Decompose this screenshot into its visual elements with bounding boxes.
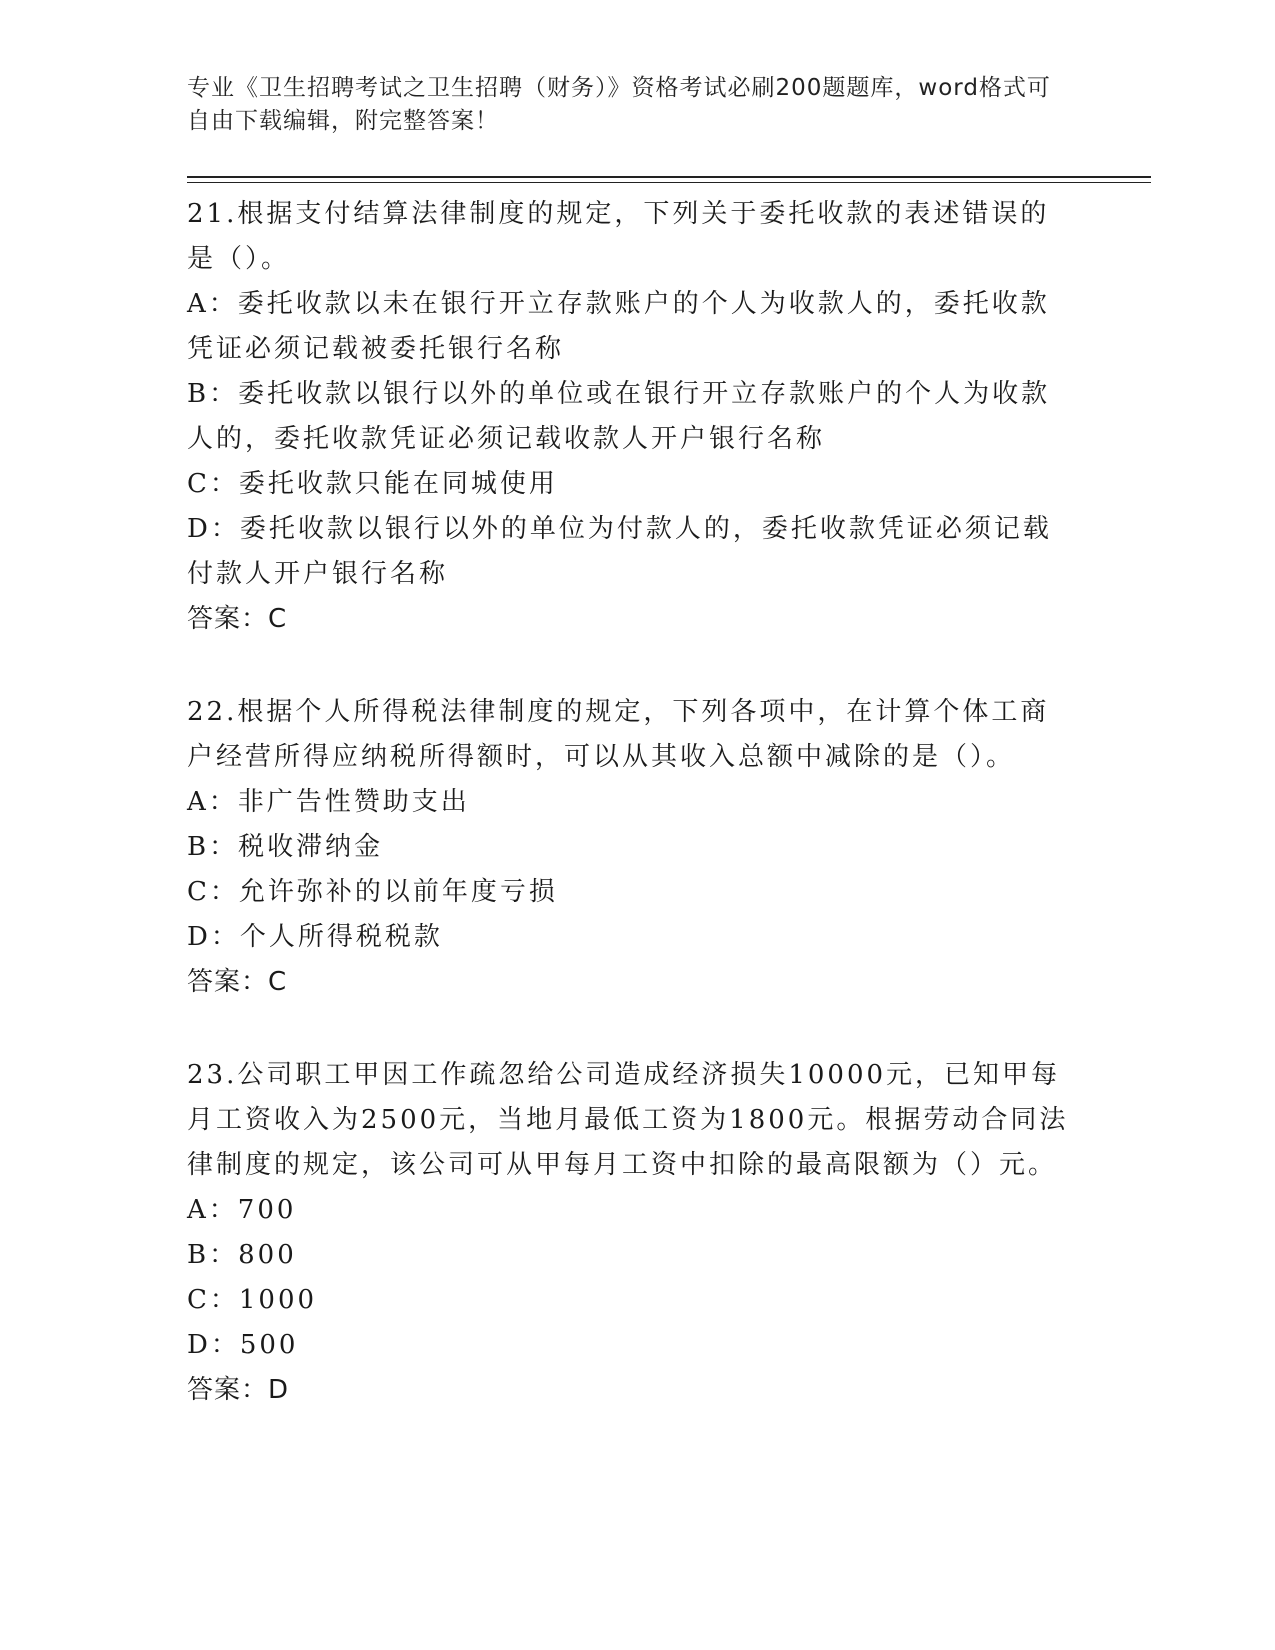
question-22 xyxy=(187,690,1077,1005)
option-d: D：个人所得税税款 xyxy=(187,922,443,952)
question-stem: 23.公司职工甲因工作疏忽给公司造成经济损失10000元，已知甲每月工资收入为2500元，当地月最低工资为1800元。根据劳动合同法律制度的规定，该公司可从甲每月工资中扣除的最高限额为（）元。 xyxy=(187,1060,1069,1180)
header-rule-thick xyxy=(187,176,1151,178)
option-b: B：委托收款以银行以外的单位或在银行开立存款账户的个人为收款人的，委托收款凭证必须记载收款人开户银行名称 xyxy=(187,379,1051,454)
option-b: B：税收滞纳金 xyxy=(187,832,384,862)
answer-label: 答案：C xyxy=(187,604,288,634)
option-d: D：500 xyxy=(187,1330,299,1360)
question-21 xyxy=(187,192,1077,642)
option-a: A：委托收款以未在银行开立存款账户的个人为收款人的，委托收款凭证必须记载被委托银行名称 xyxy=(187,289,1050,364)
header-rule-thin xyxy=(187,182,1151,183)
question-spacer xyxy=(187,1005,1077,1053)
answer-label: 答案：D xyxy=(187,1375,290,1405)
option-a: A：700 xyxy=(187,1195,297,1225)
answer-label: 答案：C xyxy=(187,967,288,997)
question-23 xyxy=(187,1053,1077,1413)
option-c: C：1000 xyxy=(187,1285,318,1315)
option-b: B：800 xyxy=(187,1240,297,1270)
option-d: D：委托收款以银行以外的单位为付款人的，委托收款凭证必须记载付款人开户银行名称 xyxy=(187,514,1052,589)
document-header: 专业《卫生招聘考试之卫生招聘（财务）》资格考试必刷200题题库，word格式可自由下载编辑，附完整答案！ xyxy=(187,75,1051,134)
option-c: C：委托收款只能在同城使用 xyxy=(187,469,558,499)
question-stem: 21.根据支付结算法律制度的规定，下列关于委托收款的表述错误的是（）。 xyxy=(187,199,1050,274)
option-c: C：允许弥补的以前年度亏损 xyxy=(187,877,558,907)
question-stem: 22.根据个人所得税法律制度的规定，下列各项中，在计算个体工商户经营所得应纳税所得额时，可以从其收入总额中减除的是（）。 xyxy=(187,697,1050,772)
question-spacer xyxy=(187,642,1077,690)
option-a: A：非广告性赞助支出 xyxy=(187,787,470,817)
question-list xyxy=(187,192,1077,1413)
